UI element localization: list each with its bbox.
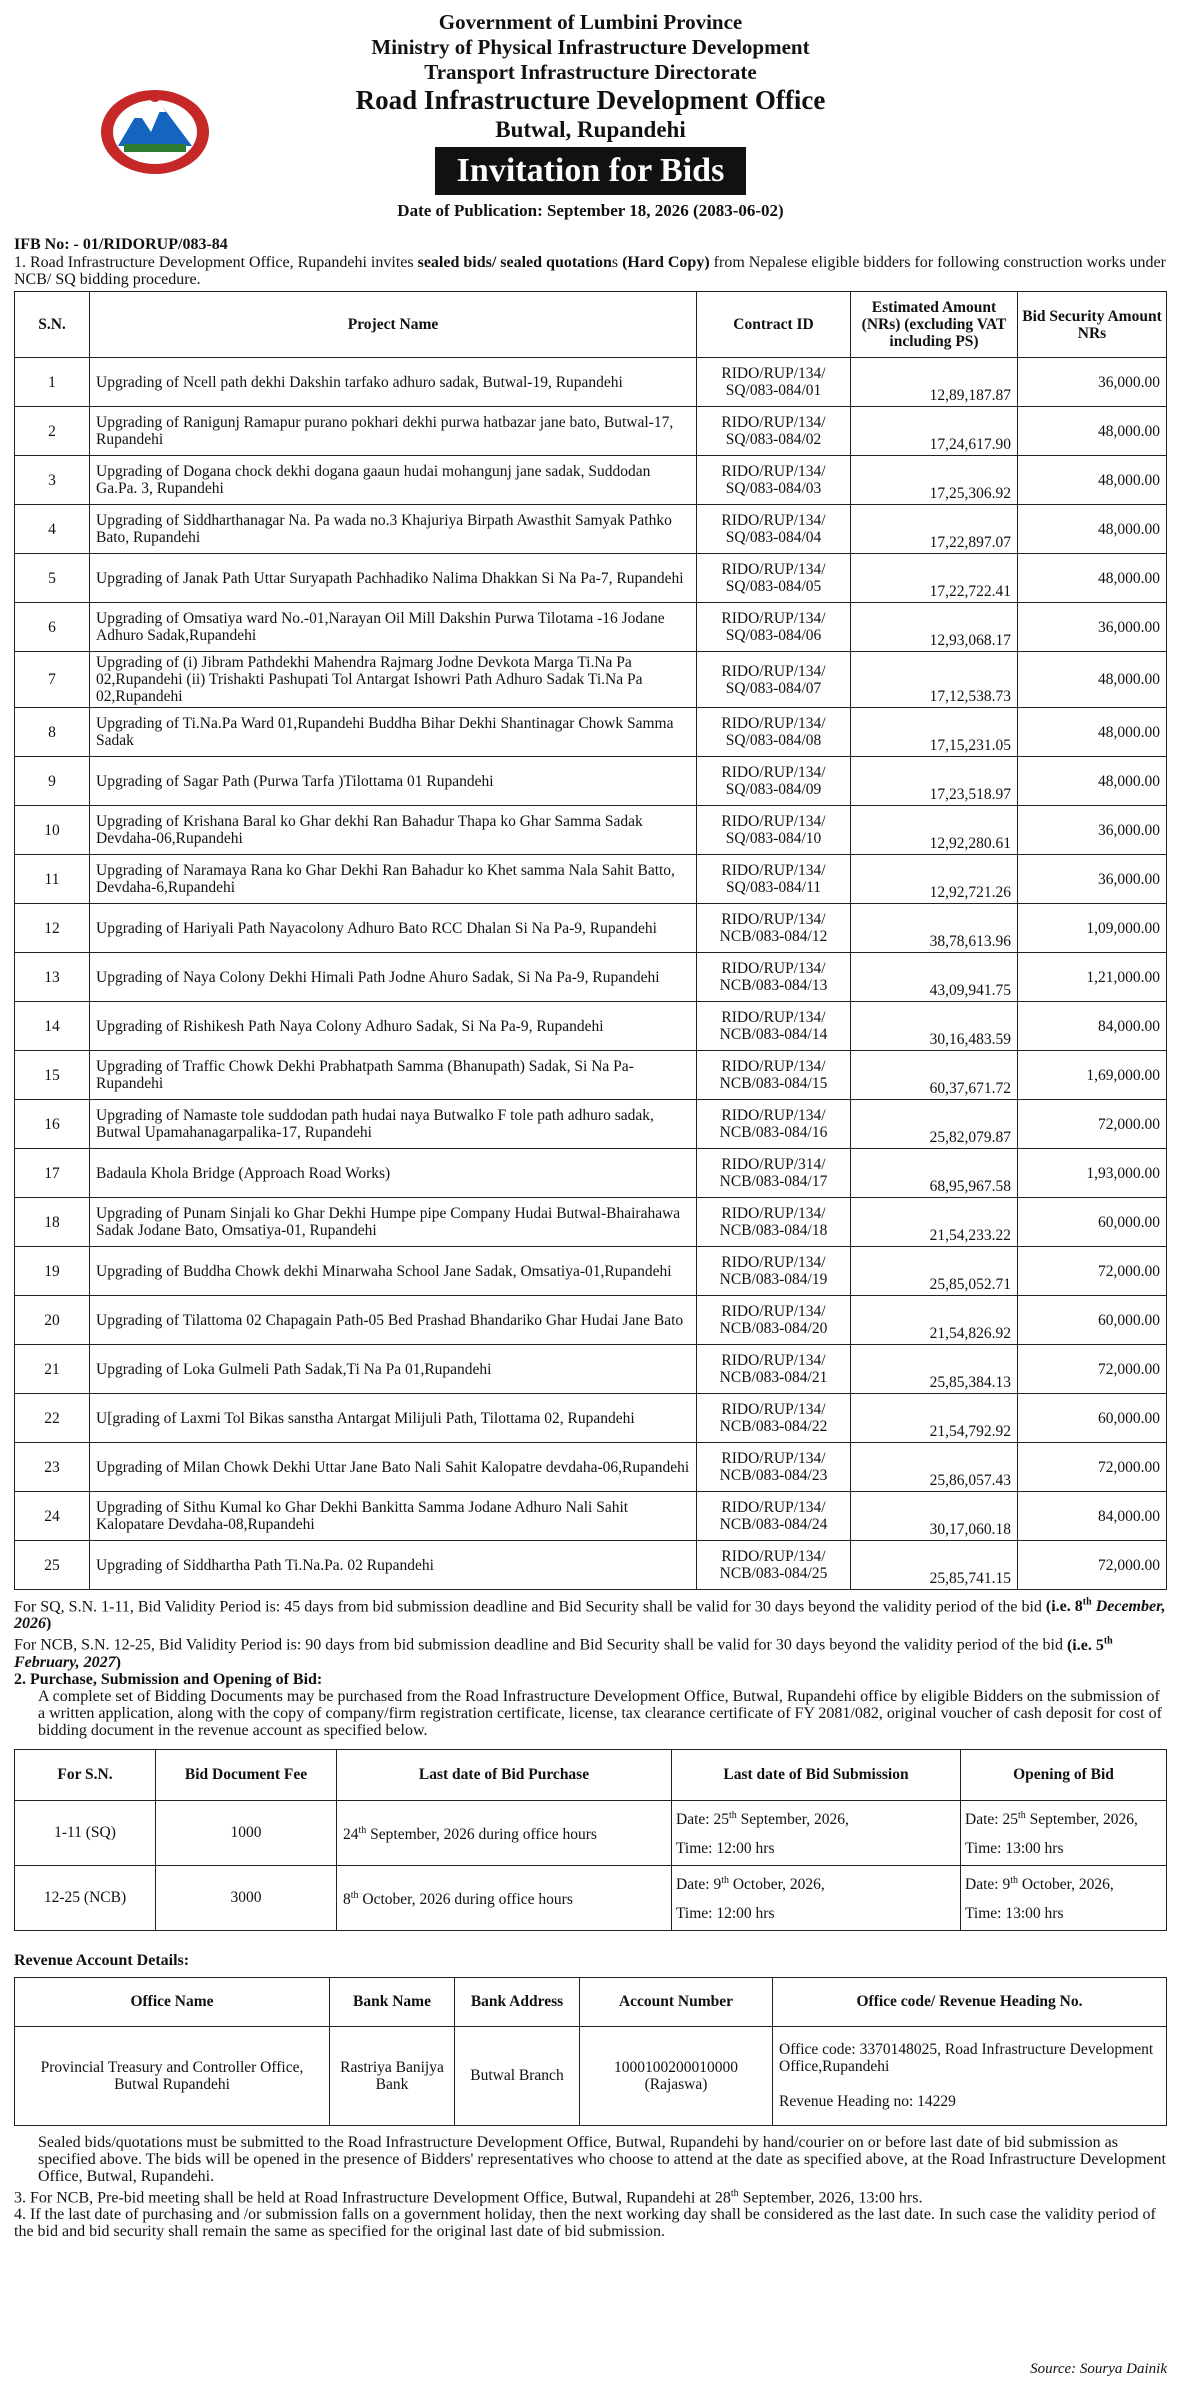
open-date-rest: October, 2026, bbox=[1017, 1875, 1114, 1893]
intro-paragraph bbox=[14, 254, 1167, 288]
sched-col-submission: Last date of Bid Submission bbox=[672, 1749, 961, 1800]
row-sn: 14 bbox=[15, 1002, 90, 1051]
row-contract-id: RIDO/RUP/134/ SQ/083-084/02 bbox=[697, 407, 851, 456]
sched-opening bbox=[961, 1800, 1167, 1865]
open-sup: th bbox=[1017, 1809, 1026, 1821]
row-project-name: Upgrading of Tilattoma 02 Chapagain Path-05 Bed Prashad Bhandariko Ghar Hudai Jane Bato bbox=[90, 1296, 697, 1345]
row-project-name: Upgrading of Naramaya Rana ko Ghar Dekhi Ran Bahadur ko Khet samma Nala Sahit Batto, Devdaha-6,Rupandehi bbox=[90, 855, 697, 904]
row-contract-id: RIDO/RUP/134/ SQ/083-084/01 bbox=[697, 358, 851, 407]
table-row bbox=[15, 554, 1167, 603]
row-estimated-amount: 30,16,483.59 bbox=[851, 1002, 1018, 1051]
table-row bbox=[15, 407, 1167, 456]
col-security: Bid Security Amount NRs bbox=[1018, 292, 1167, 358]
row-bid-security: 36,000.00 bbox=[1018, 855, 1167, 904]
row-contract-id: RIDO/RUP/134/ SQ/083-084/08 bbox=[697, 708, 851, 757]
purchase-day: 8 bbox=[343, 1891, 351, 1909]
intro-text: s bbox=[611, 254, 623, 271]
row-bid-security: 48,000.00 bbox=[1018, 554, 1167, 603]
row-estimated-amount: 12,93,068.17 bbox=[851, 603, 1018, 652]
sched-fee: 3000 bbox=[156, 1865, 337, 1930]
table-row bbox=[15, 652, 1167, 708]
sched-fee: 1000 bbox=[156, 1800, 337, 1865]
open-sup: th bbox=[1010, 1874, 1018, 1886]
row-bid-security: 72,000.00 bbox=[1018, 1345, 1167, 1394]
row-bid-security: 36,000.00 bbox=[1018, 358, 1167, 407]
prebid-sup: th bbox=[730, 2187, 739, 2199]
row-estimated-amount: 17,15,231.05 bbox=[851, 708, 1018, 757]
row-estimated-amount: 68,95,967.58 bbox=[851, 1149, 1018, 1198]
row-estimated-amount: 21,54,826.92 bbox=[851, 1296, 1018, 1345]
row-sn: 8 bbox=[15, 708, 90, 757]
row-bid-security: 60,000.00 bbox=[1018, 1296, 1167, 1345]
row-estimated-amount: 21,54,233.22 bbox=[851, 1198, 1018, 1247]
sched-col-fee: Bid Document Fee bbox=[156, 1749, 337, 1800]
row-estimated-amount: 17,22,897.07 bbox=[851, 505, 1018, 554]
row-bid-security: 60,000.00 bbox=[1018, 1198, 1167, 1247]
row-bid-security: 48,000.00 bbox=[1018, 407, 1167, 456]
row-contract-id: RIDO/RUP/134/ NCB/083-084/25 bbox=[697, 1541, 851, 1590]
row-sn: 15 bbox=[15, 1051, 90, 1100]
table-row bbox=[15, 505, 1167, 554]
table-row bbox=[15, 855, 1167, 904]
table-row bbox=[15, 1051, 1167, 1100]
col-amount: Estimated Amount (NRs) (excluding VAT including PS) bbox=[851, 292, 1018, 358]
row-sn: 3 bbox=[15, 456, 90, 505]
row-contract-id: RIDO/RUP/134/ SQ/083-084/10 bbox=[697, 806, 851, 855]
row-project-name: Upgrading of Siddhartha Path Ti.Na.Pa. 02 Rupandehi bbox=[90, 1541, 697, 1590]
row-contract-id: RIDO/RUP/134/ NCB/083-084/13 bbox=[697, 953, 851, 1002]
row-contract-id: RIDO/RUP/134/ NCB/083-084/15 bbox=[697, 1051, 851, 1100]
sched-submission bbox=[672, 1800, 961, 1865]
row-sn: 16 bbox=[15, 1100, 90, 1149]
sched-submission bbox=[672, 1865, 961, 1930]
row-bid-security: 48,000.00 bbox=[1018, 456, 1167, 505]
row-bid-security: 1,93,000.00 bbox=[1018, 1149, 1167, 1198]
row-project-name: Upgrading of Hariyali Path Nayacolony Adhuro Bato RCC Dhalan Si Na Pa-9, Rupandehi bbox=[90, 904, 697, 953]
row-sn: 12 bbox=[15, 904, 90, 953]
sub-time: Time: 12:00 hrs bbox=[676, 1839, 775, 1857]
row-sn: 24 bbox=[15, 1492, 90, 1541]
row-estimated-amount: 17,24,617.90 bbox=[851, 407, 1018, 456]
sub-sup: th bbox=[721, 1874, 729, 1886]
row-project-name: Upgrading of Naya Colony Dekhi Himali Path Jodne Ahuro Sadak, Si Na Pa-9, Rupandehi bbox=[90, 953, 697, 1002]
row-bid-security: 1,09,000.00 bbox=[1018, 904, 1167, 953]
directorate-line: Transport Infrastructure Directorate bbox=[424, 60, 757, 84]
row-bid-security: 1,21,000.00 bbox=[1018, 953, 1167, 1002]
sub-date: Date: 9 bbox=[676, 1875, 722, 1893]
row-contract-id: RIDO/RUP/134/ NCB/083-084/12 bbox=[697, 904, 851, 953]
row-contract-id: RIDO/RUP/134/ SQ/083-084/03 bbox=[697, 456, 851, 505]
works-body bbox=[15, 358, 1167, 1590]
row-project-name: Upgrading of Punam Sinjali ko Ghar Dekhi Humpe pipe Company Hudai Butwal-Bhairahawa Sadak Jodane Bato, Omsatiya-01, Rupandehi bbox=[90, 1198, 697, 1247]
table-row bbox=[15, 1345, 1167, 1394]
row-estimated-amount: 43,09,941.75 bbox=[851, 953, 1018, 1002]
open-date: Date: 25 bbox=[965, 1810, 1018, 1828]
rev-address: Butwal Branch bbox=[455, 2026, 580, 2125]
col-sn: S.N. bbox=[15, 292, 90, 358]
table-row bbox=[15, 1492, 1167, 1541]
sub-date-rest: October, 2026, bbox=[728, 1875, 825, 1893]
row-project-name: Upgrading of Ti.Na.Pa Ward 01,Rupandehi Buddha Bihar Dekhi Shantinagar Chowk Samma Sadak bbox=[90, 708, 697, 757]
open-time: Time: 13:00 hrs bbox=[965, 1839, 1064, 1857]
row-sn: 17 bbox=[15, 1149, 90, 1198]
row-estimated-amount: 17,23,518.97 bbox=[851, 757, 1018, 806]
sched-opening bbox=[961, 1865, 1167, 1930]
table-row bbox=[15, 603, 1167, 652]
row-estimated-amount: 17,25,306.92 bbox=[851, 456, 1018, 505]
row-contract-id: RIDO/RUP/134/ NCB/083-084/19 bbox=[697, 1247, 851, 1296]
row-contract-id: RIDO/RUP/134/ NCB/083-084/21 bbox=[697, 1345, 851, 1394]
validity-sup: th bbox=[1082, 1597, 1092, 1608]
sched-purchase bbox=[337, 1865, 672, 1930]
row-bid-security: 48,000.00 bbox=[1018, 708, 1167, 757]
row-contract-id: RIDO/RUP/134/ SQ/083-084/07 bbox=[697, 652, 851, 708]
row-estimated-amount: 38,78,613.96 bbox=[851, 904, 1018, 953]
row-sn: 22 bbox=[15, 1394, 90, 1443]
purchase-sup: th bbox=[350, 1890, 359, 1902]
source-credit: Source: Sourya Dainik bbox=[1030, 2361, 1167, 2377]
open-date-rest: September, 2026, bbox=[1025, 1810, 1138, 1828]
row-project-name: Upgrading of Dogana chock dekhi dogana gaaun hudai mohangunj jane sadak, Suddodan Ga.Pa. 3, Rupandehi bbox=[90, 456, 697, 505]
row-sn: 20 bbox=[15, 1296, 90, 1345]
rev-col-bank: Bank Name bbox=[330, 1977, 455, 2026]
table-row bbox=[15, 757, 1167, 806]
row-sn: 23 bbox=[15, 1443, 90, 1492]
rev-col-code: Office code/ Revenue Heading No. bbox=[773, 1977, 1167, 2026]
sched-col-sn: For S.N. bbox=[15, 1749, 156, 1800]
section2-text: A complete set of Bidding Documents may be purchased from the Road Infrastructure Development Office, Butwal, Rupandehi office by eligible Bidders on the submission of a written application, along with the copy of company/firm registration certificate, license, tax clearance certificate of FY 2081/082, original voucher of cash deposit for cost of bidding document in the revenue account as specified below. bbox=[38, 1687, 1162, 1739]
row-estimated-amount: 25,85,741.15 bbox=[851, 1541, 1018, 1590]
schedule-row bbox=[15, 1800, 1167, 1865]
row-sn: 18 bbox=[15, 1198, 90, 1247]
row-sn: 6 bbox=[15, 603, 90, 652]
row-sn: 9 bbox=[15, 757, 90, 806]
row-project-name: Upgrading of Milan Chowk Dekhi Uttar Jane Bato Nali Sahit Kalopatre devdaha-06,Rupandehi bbox=[90, 1443, 697, 1492]
row-estimated-amount: 12,92,280.61 bbox=[851, 806, 1018, 855]
table-row bbox=[15, 1198, 1167, 1247]
row-contract-id: RIDO/RUP/314/ NCB/083-084/17 bbox=[697, 1149, 851, 1198]
row-project-name: Upgrading of Siddharthanagar Na. Pa wada no.3 Khajuriya Birpath Awasthit Samyak Pathko Bato, Rupandehi bbox=[90, 505, 697, 554]
table-row bbox=[15, 1002, 1167, 1051]
row-bid-security: 48,000.00 bbox=[1018, 505, 1167, 554]
row-project-name: Upgrading of Omsatiya ward No.-01,Narayan Oil Mill Dakshin Purwa Tilotama -16 Jodane Adhuro Sadak,Rupandehi bbox=[90, 603, 697, 652]
row-sn: 5 bbox=[15, 554, 90, 603]
row-project-name: Upgrading of Loka Gulmeli Path Sadak,Ti Na Pa 01,Rupandehi bbox=[90, 1345, 697, 1394]
table-row bbox=[15, 1100, 1167, 1149]
row-project-name: Upgrading of Janak Path Uttar Suryapath Pachhadiko Nalima Dhakkan Si Na Pa-7, Rupandehi bbox=[90, 554, 697, 603]
validity-sq bbox=[14, 1594, 1167, 1632]
row-bid-security: 36,000.00 bbox=[1018, 806, 1167, 855]
prebid-paragraph bbox=[14, 2185, 1167, 2206]
row-estimated-amount: 21,54,792.92 bbox=[851, 1394, 1018, 1443]
table-row bbox=[15, 456, 1167, 505]
row-contract-id: RIDO/RUP/134/ SQ/083-084/05 bbox=[697, 554, 851, 603]
sched-purchase bbox=[337, 1800, 672, 1865]
table-row bbox=[15, 1443, 1167, 1492]
col-name: Project Name bbox=[90, 292, 697, 358]
row-contract-id: RIDO/RUP/134/ SQ/083-084/06 bbox=[697, 603, 851, 652]
row-contract-id: RIDO/RUP/134/ NCB/083-084/24 bbox=[697, 1492, 851, 1541]
row-estimated-amount: 17,12,538.73 bbox=[851, 652, 1018, 708]
row-contract-id: RIDO/RUP/134/ NCB/083-084/23 bbox=[697, 1443, 851, 1492]
purchase-rest: September, 2026 during office hours bbox=[366, 1826, 597, 1844]
row-bid-security: 48,000.00 bbox=[1018, 652, 1167, 708]
row-bid-security: 72,000.00 bbox=[1018, 1247, 1167, 1296]
location-line: Butwal, Rupandehi bbox=[495, 117, 686, 142]
prebid-text: 3. For NCB, Pre-bid meeting shall be held at Road Infrastructure Development Office, Butwal, Rupandehi at 28 bbox=[14, 2188, 731, 2206]
prebid-text: September, 2026, 13:00 hrs. bbox=[738, 2188, 923, 2206]
validity-date: ) bbox=[115, 1653, 121, 1671]
sub-sup: th bbox=[728, 1809, 737, 1821]
row-sn: 2 bbox=[15, 407, 90, 456]
purchase-rest: October, 2026 during office hours bbox=[358, 1891, 573, 1909]
rev-bank: Rastriya Banijya Bank bbox=[330, 2026, 455, 2125]
sched-sn: 12-25 (NCB) bbox=[15, 1865, 156, 1930]
row-contract-id: RIDO/RUP/134/ NCB/083-084/18 bbox=[697, 1198, 851, 1247]
sub-date-rest: September, 2026, bbox=[736, 1810, 849, 1828]
validity-date: (i.e. 5 bbox=[1066, 1636, 1104, 1654]
row-bid-security: 60,000.00 bbox=[1018, 1394, 1167, 1443]
validity-date: December, 2026 bbox=[14, 1598, 1166, 1633]
table-row bbox=[15, 358, 1167, 407]
notice-page bbox=[14, 10, 1167, 2240]
row-estimated-amount: 60,37,671.72 bbox=[851, 1051, 1018, 1100]
header bbox=[14, 10, 1167, 236]
intro-text: 1. Road Infrastructure Development Office, Rupandehi invites bbox=[14, 254, 418, 271]
row-project-name: Upgrading of Traffic Chowk Dekhi Prabhatpath Samma (Bhanupath) Sadak, Si Na Pa- Rupandehi bbox=[90, 1051, 697, 1100]
row-project-name: Upgrading of Namaste tole suddodan path hudai naya Butwalko F tole path adhuro sadak, Butwal Upamahanagarpalika-17, Rupandehi bbox=[90, 1100, 697, 1149]
sub-time: Time: 12:00 hrs bbox=[676, 1904, 775, 1922]
rev-office: Provincial Treasury and Controller Office, Butwal Rupandehi bbox=[15, 2026, 330, 2125]
validity-date: (i.e. 8 bbox=[1045, 1598, 1083, 1616]
row-estimated-amount: 25,85,052.71 bbox=[851, 1247, 1018, 1296]
row-estimated-amount: 12,92,721.26 bbox=[851, 855, 1018, 904]
sched-sn: 1-11 (SQ) bbox=[15, 1800, 156, 1865]
account-number: 1000100200010000 bbox=[614, 2058, 738, 2076]
table-row bbox=[15, 1394, 1167, 1443]
row-sn: 10 bbox=[15, 806, 90, 855]
validity-date: ) bbox=[46, 1615, 52, 1633]
revenue-row bbox=[15, 2026, 1167, 2125]
row-bid-security: 72,000.00 bbox=[1018, 1541, 1167, 1590]
row-contract-id: RIDO/RUP/134/ NCB/083-084/22 bbox=[697, 1394, 851, 1443]
intro-text: from Nepalese eligible bidders for following construction works under NCB/ SQ bidding procedure. bbox=[14, 254, 1166, 288]
open-date: Date: 9 bbox=[965, 1875, 1011, 1893]
rev-col-address: Bank Address bbox=[455, 1977, 580, 2026]
sub-date: Date: 25 bbox=[676, 1810, 729, 1828]
row-sn: 13 bbox=[15, 953, 90, 1002]
row-project-name: Upgrading of (i) Jibram Pathdekhi Mahendra Rajmarg Jodne Devkota Marga Ti.Na Pa 02,Rupandehi (ii) Trishakti Pashupati Tol Antargat Ishowri Path Adhuro Sadak Ti.Na Pa 02,Rupandehi bbox=[90, 652, 697, 708]
open-time: Time: 13:00 hrs bbox=[965, 1904, 1064, 1922]
table-row bbox=[15, 1247, 1167, 1296]
works-table bbox=[14, 291, 1167, 1590]
row-contract-id: RIDO/RUP/134/ SQ/083-084/04 bbox=[697, 505, 851, 554]
row-project-name: Upgrading of Rishikesh Path Naya Colony Adhuro Sadak, Si Na Pa-9, Rupandehi bbox=[90, 1002, 697, 1051]
validity-ncb bbox=[14, 1632, 1167, 1670]
row-bid-security: 36,000.00 bbox=[1018, 603, 1167, 652]
schedule-row bbox=[15, 1865, 1167, 1930]
publication-date: Date of Publication: September 18, 2026 (2083-06-02) bbox=[397, 201, 784, 220]
validity-sup: th bbox=[1103, 1635, 1113, 1647]
validity-text: For NCB, S.N. 12-25, Bid Validity Period is: 90 days from bid submission deadline and Bid Security shall be valid for 30 days beyond the validity period of the bid bbox=[14, 1636, 1067, 1654]
rev-code bbox=[773, 2026, 1167, 2125]
schedule-table bbox=[14, 1749, 1167, 1931]
row-estimated-amount: 25,86,057.43 bbox=[851, 1443, 1018, 1492]
sched-col-purchase: Last date of Bid Purchase bbox=[337, 1749, 672, 1800]
table-row bbox=[15, 1149, 1167, 1198]
gov-line: Government of Lumbini Province bbox=[438, 10, 743, 34]
row-project-name: Upgrading of Buddha Chowk dekhi Minarwaha School Jane Sadak, Omsatiya-01,Rupandehi bbox=[90, 1247, 697, 1296]
row-project-name: Upgrading of Ncell path dekhi Dakshin tarfako adhuro sadak, Butwal-19, Rupandehi bbox=[90, 358, 697, 407]
table-row bbox=[15, 1541, 1167, 1590]
row-bid-security: 72,000.00 bbox=[1018, 1443, 1167, 1492]
rev-col-account: Account Number bbox=[580, 1977, 773, 2026]
row-bid-security: 48,000.00 bbox=[1018, 757, 1167, 806]
row-estimated-amount: 25,85,384.13 bbox=[851, 1345, 1018, 1394]
table-row bbox=[15, 806, 1167, 855]
ministry-line: Ministry of Physical Infrastructure Development bbox=[371, 35, 810, 59]
row-bid-security: 1,69,000.00 bbox=[1018, 1051, 1167, 1100]
intro-bold: (Hard Copy) bbox=[622, 254, 710, 271]
row-sn: 1 bbox=[15, 358, 90, 407]
row-sn: 7 bbox=[15, 652, 90, 708]
rev-account bbox=[580, 2026, 773, 2125]
table-row bbox=[15, 953, 1167, 1002]
purchase-sup: th bbox=[358, 1825, 367, 1837]
row-bid-security: 84,000.00 bbox=[1018, 1492, 1167, 1541]
row-estimated-amount: 17,22,722.41 bbox=[851, 554, 1018, 603]
row-project-name: Badaula Khola Bridge (Approach Road Works) bbox=[90, 1149, 697, 1198]
revenue-title: Revenue Account Details: bbox=[14, 1951, 190, 1969]
row-sn: 11 bbox=[15, 855, 90, 904]
row-estimated-amount: 30,17,060.18 bbox=[851, 1492, 1018, 1541]
revenue-table bbox=[14, 1977, 1167, 2126]
table-row bbox=[15, 1296, 1167, 1345]
row-sn: 4 bbox=[15, 505, 90, 554]
validity-text: For SQ, S.N. 1-11, Bid Validity Period is: 45 days from bid submission deadline and Bid Security shall be valid for 30 days beyond the validity period of the bid bbox=[14, 1598, 1046, 1616]
section2-title: 2. Purchase, Submission and Opening of Bid: bbox=[14, 1670, 323, 1688]
row-estimated-amount: 25,82,079.87 bbox=[851, 1100, 1018, 1149]
office-code: Office code: 3370148025, Road Infrastructure Development Office,Rupandehi bbox=[779, 2041, 1154, 2076]
intro-bold: sealed bids/ sealed quotation bbox=[417, 254, 612, 271]
row-sn: 21 bbox=[15, 1345, 90, 1394]
ifb-number: IFB No: - 01/RIDORUP/083-84 bbox=[14, 236, 228, 253]
row-bid-security: 72,000.00 bbox=[1018, 1100, 1167, 1149]
table-row bbox=[15, 904, 1167, 953]
purchase-day: 24 bbox=[343, 1826, 359, 1844]
rev-col-office: Office Name bbox=[15, 1977, 330, 2026]
row-project-name: Upgrading of Ranigunj Ramapur purano pokhari dekhi purwa hatbazar jane bato, Butwal-17, Rupandehi bbox=[90, 407, 697, 456]
validity-date: February, 2027 bbox=[14, 1653, 116, 1671]
row-sn: 25 bbox=[15, 1541, 90, 1590]
table-row bbox=[15, 708, 1167, 757]
row-sn: 19 bbox=[15, 1247, 90, 1296]
row-contract-id: RIDO/RUP/134/ NCB/083-084/14 bbox=[697, 1002, 851, 1051]
row-project-name: U[grading of Laxmi Tol Bikas sanstha Antargat Milijuli Path, Tilottama 02, Rupandehi bbox=[90, 1394, 697, 1443]
row-bid-security: 84,000.00 bbox=[1018, 1002, 1167, 1051]
office-line: Road Infrastructure Development Office bbox=[355, 85, 826, 115]
row-contract-id: RIDO/RUP/134/ SQ/083-084/11 bbox=[697, 855, 851, 904]
holiday-paragraph: 4. If the last date of purchasing and /or submission falls on a government holiday, then the next working day shall be considered as the last date. In such case the validity period of the bid and bid security shall remain the same as specified for the original last date of bid submission. bbox=[14, 2205, 1156, 2240]
row-contract-id: RIDO/RUP/134/ NCB/083-084/16 bbox=[697, 1100, 851, 1149]
page-title: Invitation for Bids bbox=[435, 147, 747, 195]
sched-col-opening: Opening of Bid bbox=[961, 1749, 1167, 1800]
submission-paragraph: Sealed bids/quotations must be submitted to the Road Infrastructure Development Office, Butwal, Rupandehi by hand/courier on or before last date of bid submission as specified above. The bids will be opened in the presence of Bidders' representatives who choose to attend at the date as specified above, at the Road Infrastructure Development Office, Butwal, Rupandehi. bbox=[38, 2133, 1166, 2185]
account-note: (Rajaswa) bbox=[644, 2075, 708, 2093]
row-contract-id: RIDO/RUP/134/ NCB/083-084/20 bbox=[697, 1296, 851, 1345]
emblem-logo-icon bbox=[96, 82, 214, 178]
row-project-name: Upgrading of Krishana Baral ko Ghar dekhi Ran Bahadur Thapa ko Ghar Samma Sadak Devdaha-06,Rupandehi bbox=[90, 806, 697, 855]
row-project-name: Upgrading of Sithu Kumal ko Ghar Dekhi Bankitta Samma Jodane Adhuro Nali Sahit Kalopatare Devdaha-08,Rupandehi bbox=[90, 1492, 697, 1541]
col-cid: Contract ID bbox=[697, 292, 851, 358]
row-contract-id: RIDO/RUP/134/ SQ/083-084/09 bbox=[697, 757, 851, 806]
revenue-heading: Revenue Heading no: 14229 bbox=[779, 2093, 956, 2111]
row-estimated-amount: 12,89,187.87 bbox=[851, 358, 1018, 407]
row-project-name: Upgrading of Sagar Path (Purwa Tarfa )Tilottama 01 Rupandehi bbox=[90, 757, 697, 806]
